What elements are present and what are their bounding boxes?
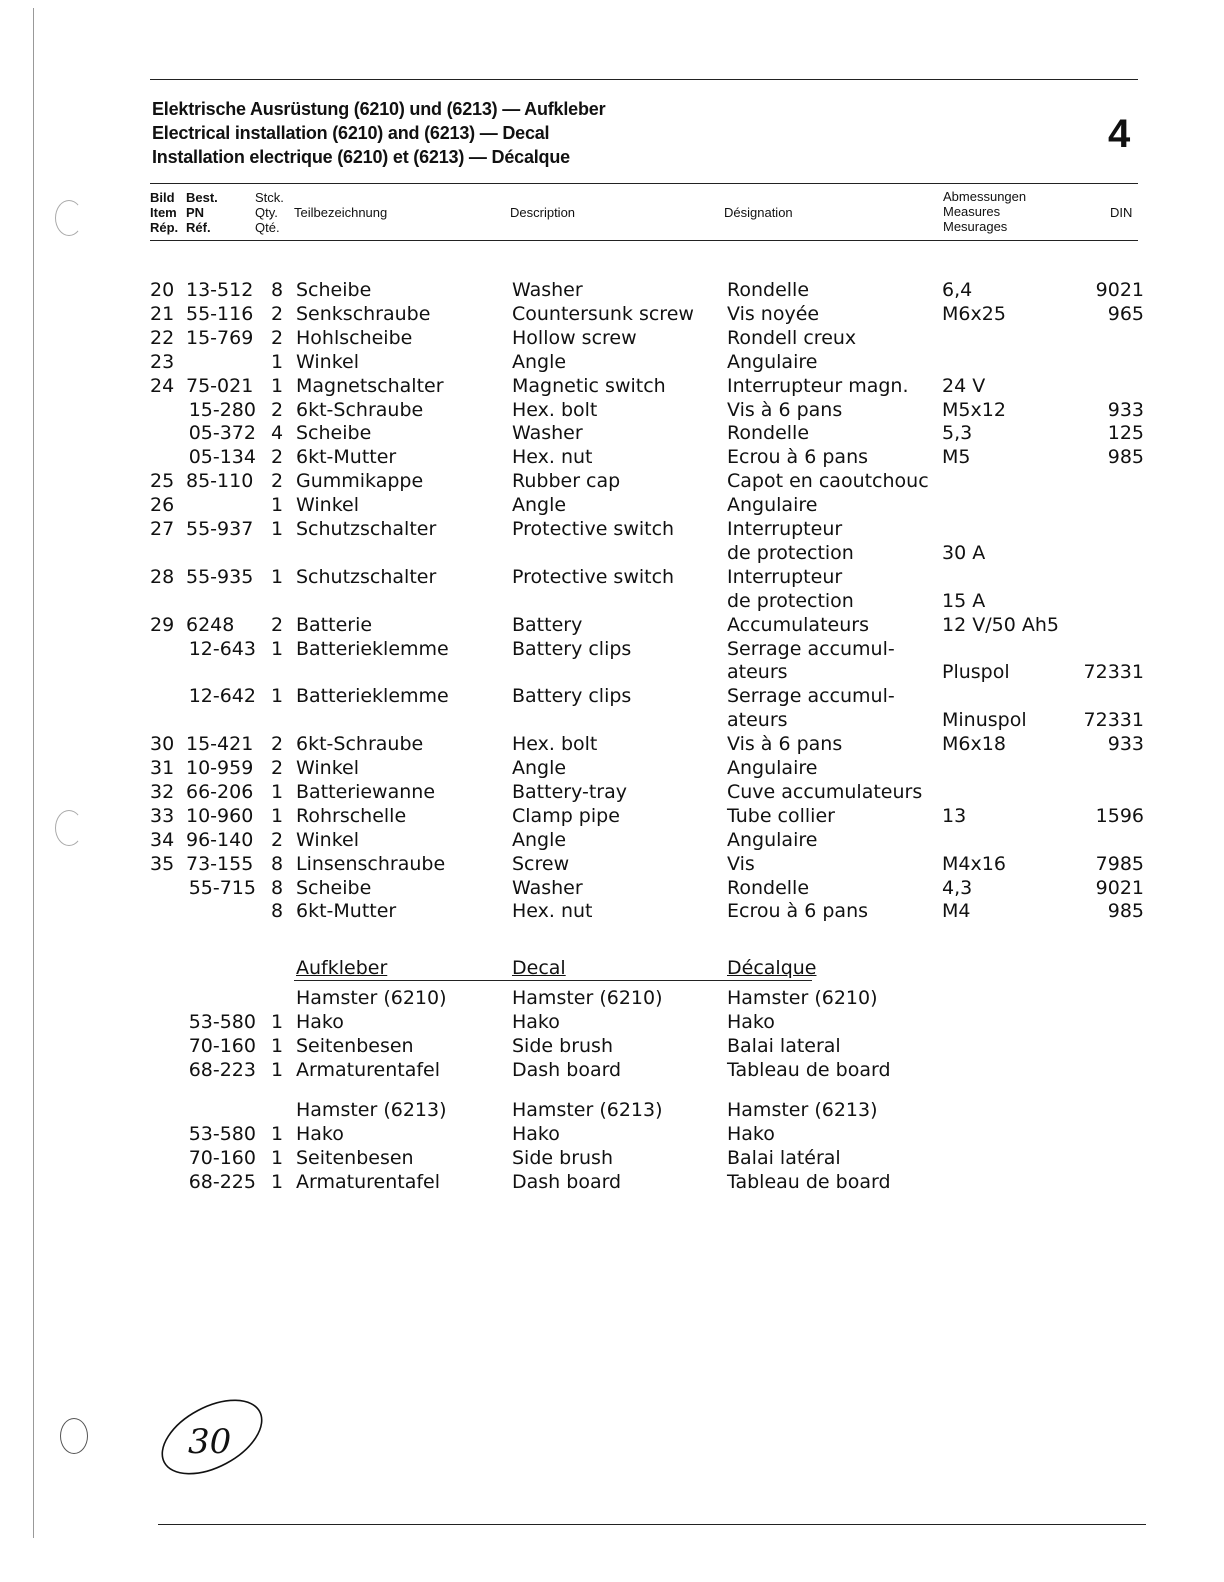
punch-hole [60, 1418, 88, 1454]
cell-en: Battery clips [512, 637, 632, 660]
cell-item: 34 [150, 828, 175, 851]
cell-item: 20 [150, 279, 175, 301]
cell-de: Batterie [296, 613, 373, 636]
cell-fr: Vis à 6 pans [727, 398, 843, 421]
table-row [0, 852, 1224, 876]
table-row [0, 708, 1224, 732]
decal-cell-de: Armaturentafel [296, 1171, 440, 1193]
decal-group-title-de: Hamster (6210) [296, 987, 447, 1009]
cell-qty: 1 [271, 518, 284, 540]
cell-en: Angle [512, 757, 567, 779]
cell-fr: Interrupteur magn. [727, 374, 909, 397]
cell-pn: 55-116 [186, 302, 254, 325]
cell-de: Batterieklemme [296, 637, 449, 660]
cell-din: 933 [1107, 733, 1144, 756]
table-row [0, 613, 1224, 637]
decal-heading-row [0, 956, 1224, 980]
cell-meas: 15 A [942, 589, 986, 612]
decal-cell-qty: 1 [271, 1147, 284, 1169]
cell-meas: M6x18 [942, 733, 1006, 756]
cell-qty: 1 [271, 350, 284, 373]
cell-item: 21 [150, 302, 175, 325]
decal-cell-pn: 70-160 [188, 1147, 256, 1169]
cell-fr: Rondelle [727, 279, 810, 301]
cell-item: 26 [150, 494, 175, 517]
cell-de: Batteriewanne [296, 780, 436, 803]
cell-fr: ateurs [727, 709, 788, 732]
cell-de: Winkel [296, 494, 359, 517]
cell-en: Protective switch [512, 565, 675, 588]
table-row [0, 828, 1224, 852]
title-de: Elektrische Ausrüstung (6210) und (6213) — Aufkleber [152, 99, 606, 119]
cell-en: Washer [512, 422, 583, 445]
cell-en: Washer [512, 279, 583, 301]
cell-item: 33 [150, 804, 175, 827]
cell-de: Winkel [296, 828, 359, 851]
cell-fr: Ecrou à 6 pans [727, 900, 869, 923]
cell-qty: 1 [271, 804, 284, 827]
col-qty-header: Stck. Qty. Qté. [255, 190, 284, 235]
cell-meas: M5 [942, 446, 971, 469]
cell-fr: Angulaire [727, 494, 818, 517]
cell-pn: 96-140 [186, 828, 254, 851]
cell-pn: 12-643 [188, 637, 256, 660]
cell-din: 72331 [1083, 661, 1144, 684]
decal-heading-de: Aufkleber [296, 957, 388, 979]
cell-de: 6kt-Mutter [296, 900, 397, 923]
cell-qty: 2 [271, 613, 284, 636]
decal-group-title [0, 986, 1224, 1010]
cell-pn: 13-512 [186, 279, 254, 301]
cell-meas: 13 [942, 804, 967, 827]
cell-fr: de protection [727, 589, 854, 612]
cell-meas: M4x16 [942, 852, 1006, 875]
cell-de: Hohlscheibe [296, 326, 413, 349]
cell-pn: 05-372 [188, 422, 256, 445]
cell-item: 24 [150, 374, 175, 397]
col-en-header: Description [510, 205, 576, 220]
decal-group-title-en: Hamster (6210) [512, 987, 663, 1009]
cell-fr: Capot en caoutchouc [727, 470, 929, 493]
decal-group-title-de: Hamster (6213) [296, 1099, 447, 1121]
cell-en: Angle [512, 828, 567, 851]
cell-de: Winkel [296, 350, 359, 373]
cell-fr: de protection [727, 541, 854, 564]
cell-fr: Interrupteur [727, 518, 843, 540]
title-en: Electrical installation (6210) and (6213) — Decal [152, 123, 550, 143]
cell-fr: Angulaire [727, 757, 818, 779]
decal-row [0, 1034, 1224, 1058]
col-item-header: Bild Item Rép. [150, 190, 179, 235]
cell-item: 27 [150, 518, 175, 540]
cell-pn: 66-206 [186, 780, 254, 803]
title-fr: Installation electrique (6210) et (6213) — Décalque [152, 147, 570, 167]
cell-en: Hex. nut [512, 900, 593, 923]
cell-pn: 05-134 [188, 446, 256, 469]
cell-de: Batterieklemme [296, 685, 449, 708]
col-de-header: Teilbezeichnung [294, 205, 388, 220]
cell-en: Countersunk screw [512, 302, 694, 325]
decal-heading-en: Decal [512, 957, 566, 979]
cell-din: 9021 [1095, 279, 1144, 301]
cell-fr: Serrage accumul- [727, 637, 895, 660]
cell-item: 31 [150, 757, 175, 779]
cell-meas: 5,3 [942, 422, 973, 445]
decal-row [0, 1058, 1224, 1082]
cell-fr: Serrage accumul- [727, 685, 895, 708]
table-row [0, 541, 1224, 565]
cell-din: 72331 [1083, 709, 1144, 732]
cell-pn: 75-021 [186, 374, 254, 397]
table-row [0, 421, 1224, 445]
cell-en: Protective switch [512, 518, 675, 540]
table-row [0, 732, 1224, 756]
decal-cell-de: Hako [296, 1123, 344, 1145]
decal-cell-en: Dash board [512, 1059, 622, 1081]
cell-item: 35 [150, 852, 175, 875]
cell-qty: 1 [271, 685, 284, 708]
cell-qty: 1 [271, 637, 284, 660]
decal-cell-de: Seitenbesen [296, 1147, 414, 1169]
col-fr-header: Désignation [724, 205, 793, 220]
cell-en: Clamp pipe [512, 804, 620, 827]
table-row [0, 660, 1224, 684]
cell-din: 1596 [1095, 804, 1144, 827]
decal-row [0, 1146, 1224, 1170]
decal-group-title [0, 1098, 1224, 1122]
cell-qty: 1 [271, 565, 284, 588]
cell-en: Screw [512, 852, 570, 875]
cell-meas: M6x25 [942, 302, 1006, 325]
decal-cell-de: Hako [296, 1011, 344, 1033]
cell-din: 125 [1107, 422, 1144, 445]
cell-de: Schutzschalter [296, 518, 437, 540]
decal-cell-pn: 68-225 [188, 1171, 256, 1193]
table-row [0, 374, 1224, 398]
cell-fr: Rondelle [727, 422, 810, 445]
decal-cell-en: Hako [512, 1011, 560, 1033]
cell-en: Battery-tray [512, 780, 627, 803]
decal-cell-pn: 53-580 [188, 1011, 256, 1033]
decal-cell-pn: 70-160 [188, 1035, 256, 1057]
col-meas-header: Abmessungen Measures Mesurages [943, 189, 1027, 234]
decal-cell-fr: Balai lateral [727, 1035, 841, 1057]
cell-fr: Vis à 6 pans [727, 733, 843, 756]
table-row [0, 684, 1224, 708]
cell-meas: Minuspol [942, 709, 1027, 732]
decal-cell-fr: Hako [727, 1011, 775, 1033]
decal-cell-qty: 1 [271, 1059, 284, 1081]
table-row [0, 637, 1224, 661]
decal-cell-de: Seitenbesen [296, 1035, 414, 1057]
decal-heading-rule [294, 980, 812, 981]
cell-qty: 8 [271, 279, 284, 301]
cell-fr: Angulaire [727, 828, 818, 851]
cell-din: 933 [1107, 398, 1144, 421]
table-row [0, 469, 1224, 493]
decal-cell-en: Side brush [512, 1035, 613, 1057]
table-row [0, 899, 1224, 923]
cell-fr: Cuve accumulateurs [727, 780, 923, 803]
decal-cell-qty: 1 [271, 1171, 284, 1193]
cell-qty: 8 [271, 852, 284, 875]
cell-din: 985 [1107, 900, 1144, 923]
cell-qty: 2 [271, 828, 284, 851]
cell-qty: 2 [271, 733, 284, 756]
cell-de: Scheibe [296, 422, 372, 445]
cell-meas: 6,4 [942, 279, 973, 301]
cell-qty: 2 [271, 302, 284, 325]
cell-de: 6kt-Schraube [296, 398, 424, 421]
cell-meas: M5x12 [942, 398, 1006, 421]
cell-en: Hex. bolt [512, 733, 598, 756]
cell-pn: 10-959 [186, 757, 254, 779]
cell-item: 22 [150, 326, 175, 349]
cell-de: Senkschraube [296, 302, 431, 325]
cell-item: 29 [150, 613, 175, 636]
cell-pn: 6248 [186, 613, 235, 636]
cell-item: 30 [150, 733, 175, 756]
handwritten-page-mark [150, 1395, 270, 1485]
header-top-rule [150, 183, 1138, 184]
table-row [0, 493, 1224, 517]
cell-pn: 15-280 [188, 398, 256, 421]
cell-en: Angle [512, 494, 567, 517]
cell-din: 9021 [1095, 876, 1144, 899]
table-row [0, 876, 1224, 900]
cell-fr: Tube collier [727, 804, 835, 827]
cell-fr: Interrupteur [727, 565, 843, 588]
cell-item: 28 [150, 565, 175, 588]
table-row [0, 278, 1224, 302]
cell-de: Schutzschalter [296, 565, 437, 588]
cell-meas: M4 [942, 900, 971, 923]
cell-en: Battery clips [512, 685, 632, 708]
decal-cell-qty: 1 [271, 1035, 284, 1057]
cell-en: Battery [512, 613, 583, 636]
cell-de: Linsenschraube [296, 852, 446, 875]
cell-en: Hollow screw [512, 326, 637, 349]
table-row [0, 302, 1224, 326]
cell-pn: 55-715 [188, 876, 256, 899]
table-row [0, 589, 1224, 613]
decal-group-title-fr: Hamster (6213) [727, 1099, 878, 1121]
cell-qty: 1 [271, 780, 284, 803]
table-row [0, 565, 1224, 589]
cell-meas: 24 V [942, 374, 986, 397]
col-din-header: DIN [1110, 205, 1133, 220]
cell-pn: 10-960 [186, 804, 254, 827]
cell-pn: 12-642 [188, 685, 256, 708]
decal-cell-en: Hako [512, 1123, 560, 1145]
decal-cell-de: Armaturentafel [296, 1059, 440, 1081]
punch-hole [55, 200, 83, 236]
cell-meas: 30 A [942, 541, 986, 564]
cell-din: 965 [1107, 302, 1144, 325]
cell-qty: 2 [271, 398, 284, 421]
decal-group-title-en: Hamster (6213) [512, 1099, 663, 1121]
table-row [0, 326, 1224, 350]
decal-heading-fr: Décalque [727, 957, 817, 979]
decal-cell-fr: Tableau de board [727, 1171, 891, 1193]
decal-cell-en: Side brush [512, 1147, 613, 1169]
cell-fr: ateurs [727, 661, 788, 684]
top-rule [150, 79, 1138, 80]
cell-qty: 2 [271, 326, 284, 349]
cell-qty: 8 [271, 900, 284, 923]
cell-de: 6kt-Mutter [296, 446, 397, 469]
cell-pn: 15-421 [186, 733, 254, 756]
cell-item: 25 [150, 470, 175, 493]
cell-pn: 55-937 [186, 518, 254, 540]
cell-en: Hex. bolt [512, 398, 598, 421]
table-row [0, 398, 1224, 422]
cell-din: 985 [1107, 446, 1144, 469]
cell-fr: Vis [727, 852, 755, 875]
table-row [0, 445, 1224, 469]
cell-fr: Ecrou à 6 pans [727, 446, 869, 469]
decal-row [0, 1010, 1224, 1034]
cell-qty: 1 [271, 494, 284, 517]
decal-group-title-fr: Hamster (6210) [727, 987, 878, 1009]
cell-en: Washer [512, 876, 583, 899]
cell-fr: Rondell creux [727, 326, 857, 349]
cell-meas: 4,3 [942, 876, 973, 899]
cell-de: Rohrschelle [296, 804, 407, 827]
decal-row [0, 1170, 1224, 1194]
decal-cell-pn: 68-223 [188, 1059, 256, 1081]
cell-en: Hex. nut [512, 446, 593, 469]
cell-fr: Vis noyée [727, 302, 820, 325]
col-pn-header: Best. PN Réf. [186, 190, 218, 235]
cell-pn: 73-155 [186, 852, 254, 875]
decal-cell-en: Dash board [512, 1171, 622, 1193]
decal-row [0, 1122, 1224, 1146]
cell-en: Rubber cap [512, 470, 621, 493]
cell-qty: 2 [271, 757, 284, 779]
cell-meas: 12 V/50 Ah5 [942, 613, 1059, 636]
decal-cell-fr: Balai latéral [727, 1147, 841, 1169]
page-mark-text: 30 [188, 1422, 232, 1462]
cell-de: Gummikappe [296, 470, 424, 493]
cell-de: Winkel [296, 757, 359, 779]
cell-fr: Rondelle [727, 876, 810, 899]
table-row [0, 517, 1224, 541]
cell-de: Scheibe [296, 279, 372, 301]
table-row [0, 804, 1224, 828]
decal-cell-fr: Hako [727, 1123, 775, 1145]
cell-de: 6kt-Schraube [296, 733, 424, 756]
cell-en: Angle [512, 350, 567, 373]
cell-pn: 55-935 [186, 565, 254, 588]
cell-qty: 1 [271, 374, 284, 397]
section-number: 4 [1108, 112, 1131, 156]
cell-pn: 85-110 [186, 470, 254, 493]
table-row [0, 780, 1224, 804]
table-row [0, 756, 1224, 780]
header-bottom-rule [150, 240, 1138, 241]
bottom-rule [158, 1524, 1146, 1525]
cell-qty: 2 [271, 446, 284, 469]
decal-cell-qty: 1 [271, 1123, 284, 1145]
decal-cell-pn: 53-580 [188, 1123, 256, 1145]
cell-en: Magnetic switch [512, 374, 666, 397]
decal-cell-fr: Tableau de board [727, 1059, 891, 1081]
cell-qty: 4 [271, 422, 284, 445]
cell-pn: 15-769 [186, 326, 254, 349]
table-row [0, 350, 1224, 374]
cell-item: 23 [150, 350, 175, 373]
cell-qty: 2 [271, 470, 284, 493]
cell-meas: Pluspol [942, 661, 1010, 684]
cell-de: Scheibe [296, 876, 372, 899]
cell-qty: 8 [271, 876, 284, 899]
cell-fr: Angulaire [727, 350, 818, 373]
decal-cell-qty: 1 [271, 1011, 284, 1033]
cell-de: Magnetschalter [296, 374, 444, 397]
cell-item: 32 [150, 780, 175, 803]
cell-din: 7985 [1095, 852, 1144, 875]
cell-fr: Accumulateurs [727, 613, 869, 636]
